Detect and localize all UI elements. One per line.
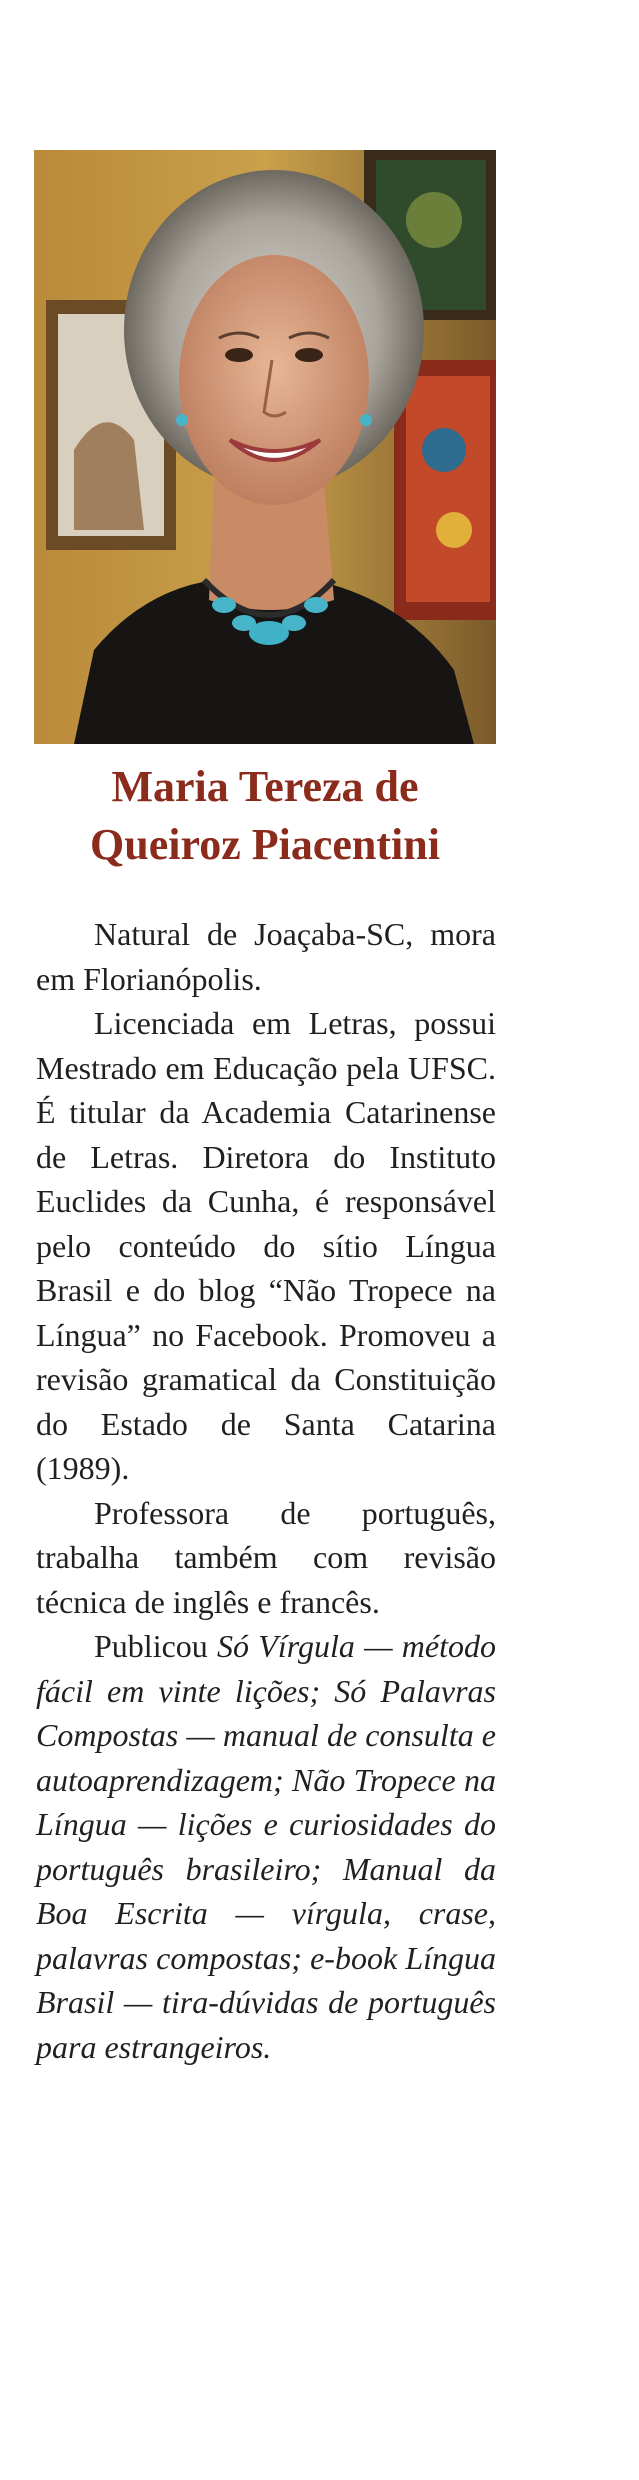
bio-paragraph-teaching: Professora de português, trabalha também com revisão técnica de inglês e francês. — [36, 1494, 496, 1620]
bio-paragraph-career: Licenciada em Letras, possui Mestrado em Educação pela UFSC. É titular da Academia Catarinense de Letras. Diretora do Instituto Euclides da Cunha, é responsável pelo conteúdo do sítio Língua Brasil e do blog “Não Tropece na Língua” no Facebook. Promoveu a revisão gramatical da Constituição do Estado de Santa Catarina (1989). — [36, 1005, 496, 1486]
publications-list: Só Vírgula — método fácil em vinte lições; Só Palavras Compostas — manual de consulta e autoaprendizagem; Não Tropece na Língua — lições e curiosidades do português brasileiro; Manual da Boa Escrita — vírgula, crase, palavras compostas; e-book Língua Brasil — tira-dúvidas de português para estrangeiros. — [36, 1628, 497, 2065]
publications-intro: Publicou — [94, 1628, 218, 1664]
bio-paragraph-origin: Natural de Joaçaba-SC, mora em Florianópolis. — [36, 916, 496, 997]
author-name-line2: Queiroz Piacentini — [90, 820, 440, 869]
author-name — [0, 758, 530, 874]
author-name-line1: Maria Tereza de — [111, 762, 419, 811]
author-bio — [36, 912, 496, 2069]
author-photo — [34, 150, 496, 744]
bio-paragraph-publications — [36, 1624, 496, 2069]
